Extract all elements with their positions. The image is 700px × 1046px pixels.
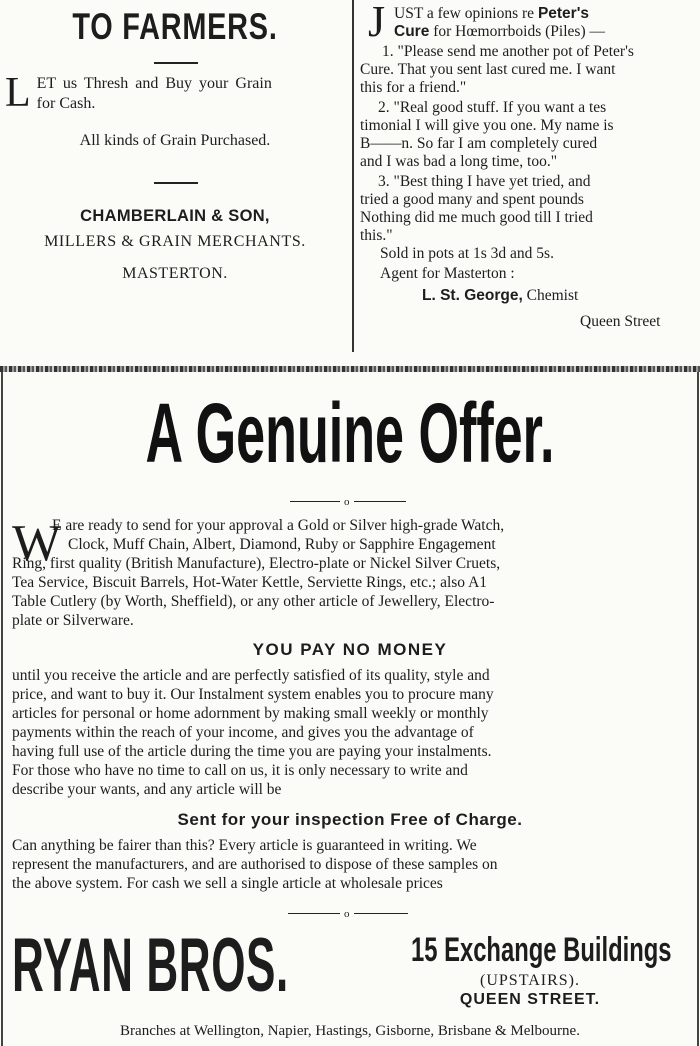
testimonial-line: tried a good many and spent pounds (360, 191, 584, 208)
paragraph-line: E are ready to send for your approval a Gold or Silver high-grade Watch, (52, 517, 505, 534)
company-town: MASTERTON. (122, 265, 228, 282)
firm-address: 15 Exchange Buildings (411, 931, 672, 969)
agent-line: Agent for Masterton : (380, 265, 515, 282)
ornament-rule (288, 908, 408, 920)
paragraph-line: Clock, Muff Chain, Albert, Diamond, Ruby or Sapphire Engagement (68, 536, 496, 553)
company-trade: MILLERS & GRAIN MERCHANTS. (44, 233, 306, 250)
testimonial-line: this for a friend." (360, 79, 467, 96)
rule-right (354, 501, 406, 502)
farmers-heading: TO FARMERS. (72, 6, 278, 47)
testimonial-line: 3. "Best thing I have yet tried, and (378, 173, 591, 190)
thresh-line-2: for Cash. (36, 95, 96, 112)
paragraph-line: price, and want to buy it. Our Instalment system enables you to procure many (12, 686, 494, 703)
peters-cure-advertisement (360, 0, 700, 352)
peters-name: Peter's (537, 5, 590, 22)
thresh-line-1: ET us Thresh and Buy your Grain (36, 75, 272, 92)
price-line: Sold in pots at 1s 3d and 5s. (380, 245, 554, 262)
branches-line: Branches at Wellington, Napier, Hastings, Gisborne, Brisbane & Melbourne. (120, 1023, 580, 1039)
paragraph-line: Can anything be fairer than this? Every article is guaranteed in writing. We (12, 837, 477, 854)
paragraph-line: having full use of the article during the time you are paying your instalments. (12, 743, 492, 760)
thresh-paragraph (5, 70, 345, 116)
agent-name-line (422, 286, 578, 306)
column-divider (352, 0, 354, 352)
border-band (0, 366, 700, 372)
upstairs-note: (UPSTAIRS). (480, 972, 580, 989)
paragraph-line: payments within the reach of your income, and gives you the advantage of (12, 724, 474, 741)
paragraph-line: describe your wants, and any article will be (12, 781, 282, 798)
paragraph-line: until you receive the article and are perfectly satisfied of its quality, style and (12, 667, 490, 684)
paragraph-line: articles for personal or home adornment by making small weekly or monthly (12, 705, 489, 722)
testimonial-line: 2. "Real good stuff. If you want a tes (378, 99, 607, 116)
paragraph-line: Ring, first quality (British Manufacture), Electro-plate or Nickel Silver Cruets, (12, 555, 501, 572)
pay-no-money-heading: YOU PAY NO MONEY (252, 640, 448, 659)
rule-left (290, 501, 340, 502)
dropcap-l: L (5, 70, 31, 116)
testimonial-line: and I was bad a long time, too." (360, 153, 558, 170)
rule-left (288, 913, 340, 914)
ornament-rule (290, 496, 406, 508)
testimonial-line: timonial I will give you one. My name is (360, 117, 614, 134)
street-name: QUEEN STREET. (459, 991, 601, 1008)
agent-name: L. St. George, (422, 287, 523, 304)
dropcap-w: W (12, 515, 62, 572)
frame-left (1, 372, 3, 1046)
paragraph-line: Table Cutlery (by Worth, Sheffield), or any other article of Jewellery, Electro- (12, 593, 495, 610)
testimonial-line: 1. "Please send me another pot of Peter's (382, 43, 634, 60)
paragraph-line: For those who have no time to call on us, it is only necessary to write and (12, 762, 468, 779)
divider-rule (154, 62, 198, 64)
grain-line: All kinds of Grain Purchased. (79, 132, 271, 149)
cure-line (394, 22, 605, 42)
cure-word: Cure (394, 23, 430, 40)
opinions-text: UST a few opinions re (394, 5, 538, 22)
cure-desc: for Hœmorrboids (Piles) — (429, 23, 605, 40)
testimonial-line: this." (360, 227, 393, 244)
rule-right (354, 913, 408, 914)
paragraph-line: the above system. For cash we sell a single article at wholesale prices (12, 875, 443, 892)
paragraph-line: plate or Silverware. (12, 612, 134, 629)
firm-name: RYAN BROS. (12, 923, 289, 1008)
frame-right (697, 372, 699, 1046)
agent-trade: Chemist (522, 287, 579, 304)
ornament-circle: o (344, 908, 350, 920)
ornament-circle: o (344, 496, 350, 508)
testimonial-line: Cure. That you sent last cured me. I want (360, 61, 616, 78)
agent-address: Queen Street (580, 313, 661, 330)
testimonial-line: Nothing did me much good till I tried (360, 209, 593, 226)
company-name: CHAMBERLAIN & SON, (80, 207, 270, 225)
opinions-line (394, 4, 589, 24)
free-of-charge-heading: Sent for your inspection Free of Charge. (177, 810, 523, 829)
dropcap-j: J (368, 0, 386, 46)
paragraph-line: represent the manufacturers, and are authorised to dispose of these samples on (12, 856, 498, 873)
divider-rule (154, 182, 198, 184)
testimonial-line: B——n. So far I am completely cured (360, 135, 598, 152)
farmers-advertisement (0, 0, 350, 352)
paragraph-line: Tea Service, Biscuit Barrels, Hot-Water Kettle, Serviette Rings, etc.; also A1 (12, 574, 488, 591)
offer-title: A Genuine Offer. (145, 386, 555, 480)
